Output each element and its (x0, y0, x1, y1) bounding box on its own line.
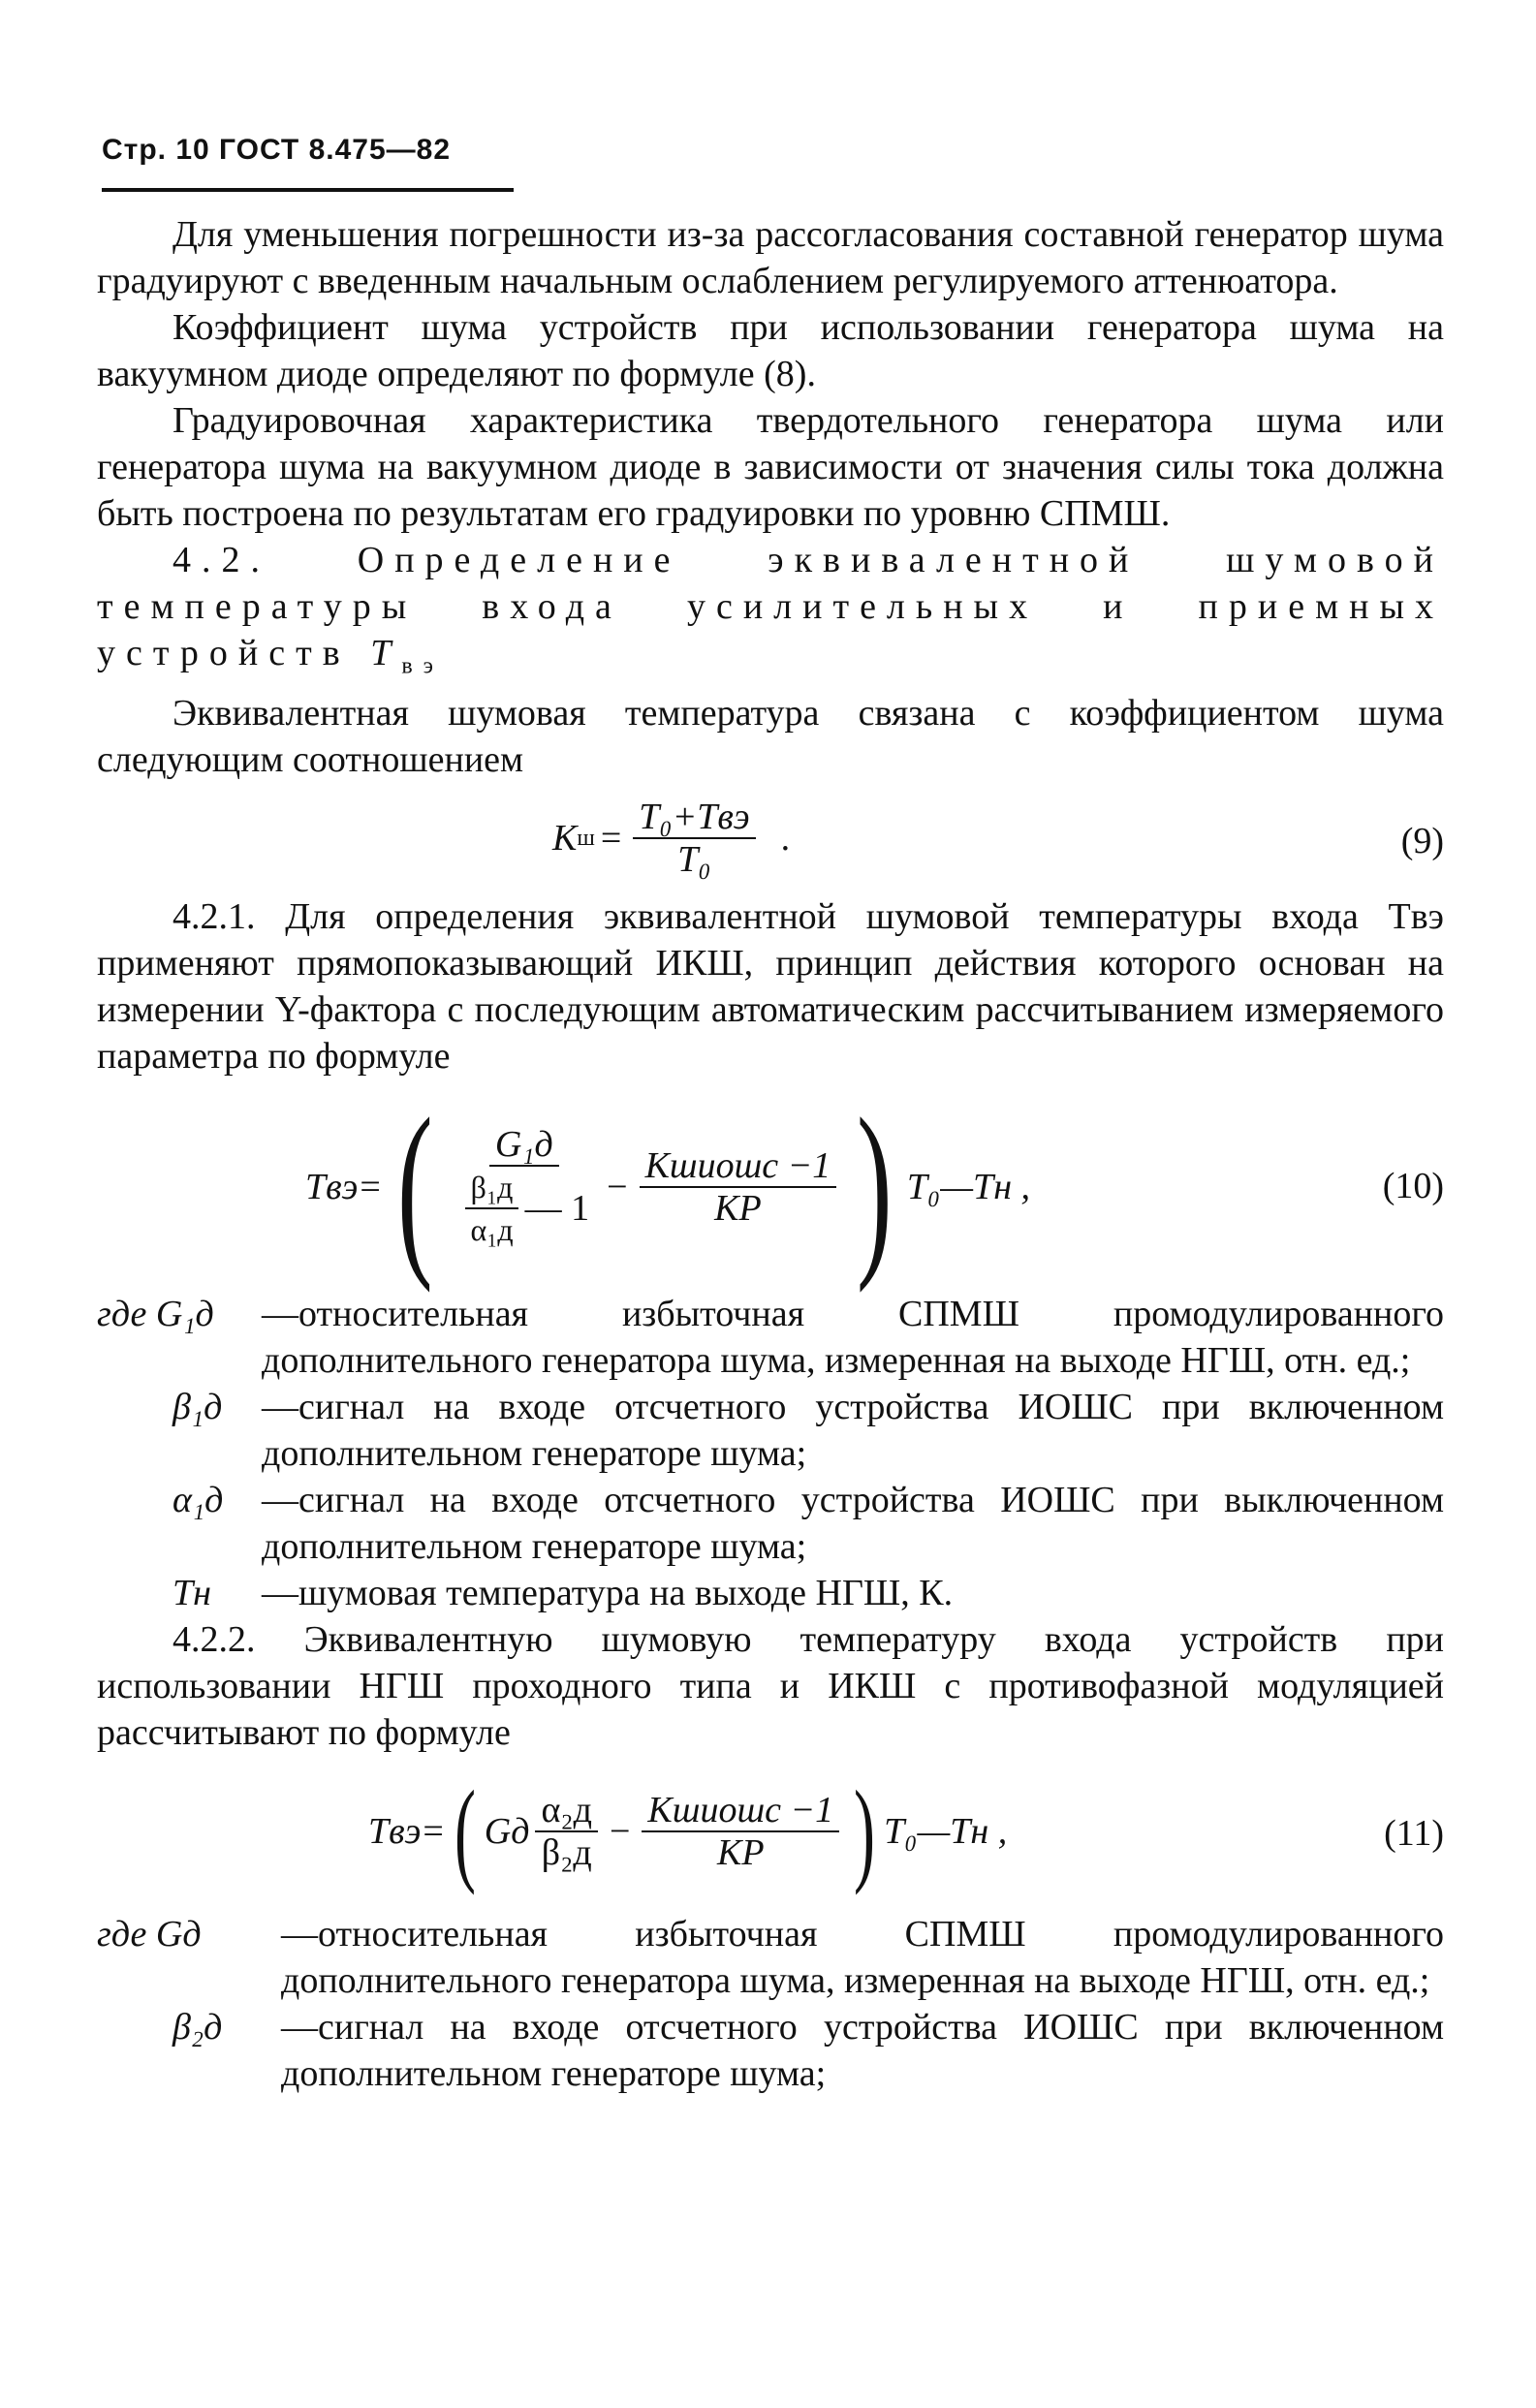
formula-10-tail: T₀—Tн , (906, 1166, 1031, 1207)
formula-11-k-denominator: KP (716, 1831, 765, 1873)
definition-text: —шумовая температура на выходе НГШ, К. (262, 1572, 954, 1613)
formula-10-body (305, 1079, 1031, 1294)
formula-9 (97, 797, 1444, 884)
formula-11-right-paren: ) (854, 1766, 876, 1895)
formula-9-equals: = (600, 817, 622, 859)
definition-symbol: где Gд (97, 1913, 202, 1955)
definition-text: —сигнал на входе отсчетного устройства ИОШС при включенном дополнительном генераторе шума; (262, 1386, 1444, 1474)
formula-9-numerator: T₀+Tвэ (633, 797, 755, 839)
definition-item (97, 1911, 1444, 2004)
formula-9-fraction (633, 797, 755, 880)
formula-10-equals: = (360, 1166, 381, 1207)
formula-11-tail: T₀—Tн , (884, 1810, 1008, 1852)
formula-9-lhs: K (552, 817, 578, 859)
formula-9-number: (9) (1400, 820, 1444, 861)
definition-item (97, 1291, 1444, 1384)
formula-11-k-numerator: Kшиошс −1 (642, 1790, 839, 1832)
formula-11-number: (11) (1384, 1812, 1444, 1854)
formula-11-ratio-bottom: β₂д (541, 1831, 592, 1873)
formula-11 (97, 1766, 1444, 1897)
formula-10-g-numerator: G₁д (489, 1124, 559, 1167)
page-header: Стр. 10 ГОСТ 8.475—82 (102, 134, 452, 166)
formula-10-right-paren: ) (857, 1079, 893, 1294)
section-heading-text: 4.2. Определение эквивалентной шумовой температуры входа усилительных и приемных устройств (97, 540, 1444, 673)
paragraph-1: Для уменьшения погрешности из-за рассогласования составной генератор шума градуируют с введенным начальным ослаблением регулируемого аттенюатора. (97, 214, 1444, 301)
formula-11-left-paren: ( (454, 1766, 476, 1895)
paragraph-relation: Эквивалентная шумовая температура связана с коэффициентом шума следующим соотношением (97, 692, 1444, 780)
paragraph-2: Коэффициент шума устройств при использовании генератора шума на вакуумном диоде определяют по формуле (8). (97, 307, 1444, 394)
formula-11-body (368, 1766, 1008, 1895)
definitions-11 (97, 1911, 1444, 2097)
definition-item (97, 1384, 1444, 1477)
formula-9-tail: . (780, 817, 791, 859)
formula-10-k-denominator: KP (714, 1187, 762, 1229)
formula-10-k-numerator: Kшиошс −1 (640, 1145, 837, 1188)
formula-10-left-paren: ( (396, 1079, 433, 1294)
definition-item (97, 1570, 1444, 1616)
section-heading-4-2 (97, 537, 1444, 690)
definition-symbol: Tн (172, 1572, 211, 1613)
formula-11-minus: − (609, 1810, 631, 1852)
formula-10-ratio (464, 1167, 518, 1250)
definitions-10 (97, 1291, 1444, 1616)
formula-10-minus-one: — 1 (524, 1187, 590, 1229)
paragraph-4-2-2: 4.2.2. Эквивалентную шумовую температуру входа устройств при использовании НГШ проходного типа и ИКШ с противофазной модуляцией рассчитывают по формуле (97, 1618, 1444, 1753)
definition-symbol: β₂д (172, 2006, 223, 2048)
definition-text: —относительная избыточная СПМШ промодулированного дополнительного генератора шума, измеренная на выходе НГШ, отн. ед.; (262, 1293, 1444, 1381)
formula-11-g: Gд (484, 1810, 530, 1852)
section-heading-symbol-sub: вэ (401, 653, 444, 679)
formula-10 (97, 1079, 1444, 1294)
formula-10-fraction-k (640, 1145, 837, 1229)
paragraph-3: Градуировочная характеристика твердотельного генератора шума или генератора шума на вакуумном диоде в зависимости от значения силы тока должна быть построена по результатам его градуировки по уровню СПМШ. (97, 400, 1444, 534)
definition-item (97, 1477, 1444, 1570)
formula-11-lhs: Tвэ (368, 1810, 422, 1852)
definition-symbol: α₁д (172, 1479, 224, 1520)
formula-10-fraction-g (453, 1124, 595, 1250)
header-rule (102, 188, 514, 192)
page-content (97, 211, 1444, 2097)
definition-text: —сигнал на входе отсчетного устройства ИОШС при включенном дополнительном генераторе шума; (281, 2006, 1444, 2094)
formula-9-lhs-sub: ш (577, 825, 595, 851)
formula-10-number: (10) (1382, 1165, 1444, 1206)
formula-10-lhs: Tвэ (305, 1166, 359, 1207)
definition-text: —сигнал на входе отсчетного устройства ИОШС при выключенном дополнительном генераторе шума; (262, 1479, 1444, 1567)
formula-10-ratio-top: β₁д (465, 1167, 519, 1209)
section-heading-symbol: T (370, 633, 402, 673)
definition-text: —относительная избыточная СПМШ промодулированного дополнительного генератора шума, измеренная на выходе НГШ, отн. ед.; (281, 1913, 1444, 2001)
formula-11-ratio-top: α₂д (535, 1790, 598, 1832)
paragraph-4-2-1: 4.2.1. Для определения эквивалентной шумовой температуры входа Tвэ применяют прямопоказывающий ИКШ, принцип действия которого основан на измерении Y-фактора с последующим автоматическим рассчитыванием измеряемого параметра по формуле (97, 895, 1444, 1077)
formula-10-minus: − (607, 1166, 628, 1207)
formula-9-denominator: T₀ (677, 838, 711, 880)
formula-11-fraction-k (642, 1790, 839, 1873)
formula-10-ratio-bottom: α₁д (470, 1211, 514, 1247)
formula-11-equals: = (423, 1810, 444, 1852)
formula-9-body (552, 797, 790, 880)
definition-symbol: β₁д (172, 1386, 223, 1427)
definition-item (97, 2004, 1444, 2097)
definition-symbol: где G₁д (97, 1293, 214, 1334)
formula-10-g-denominator (453, 1167, 595, 1250)
formula-11-ratio (535, 1790, 598, 1873)
